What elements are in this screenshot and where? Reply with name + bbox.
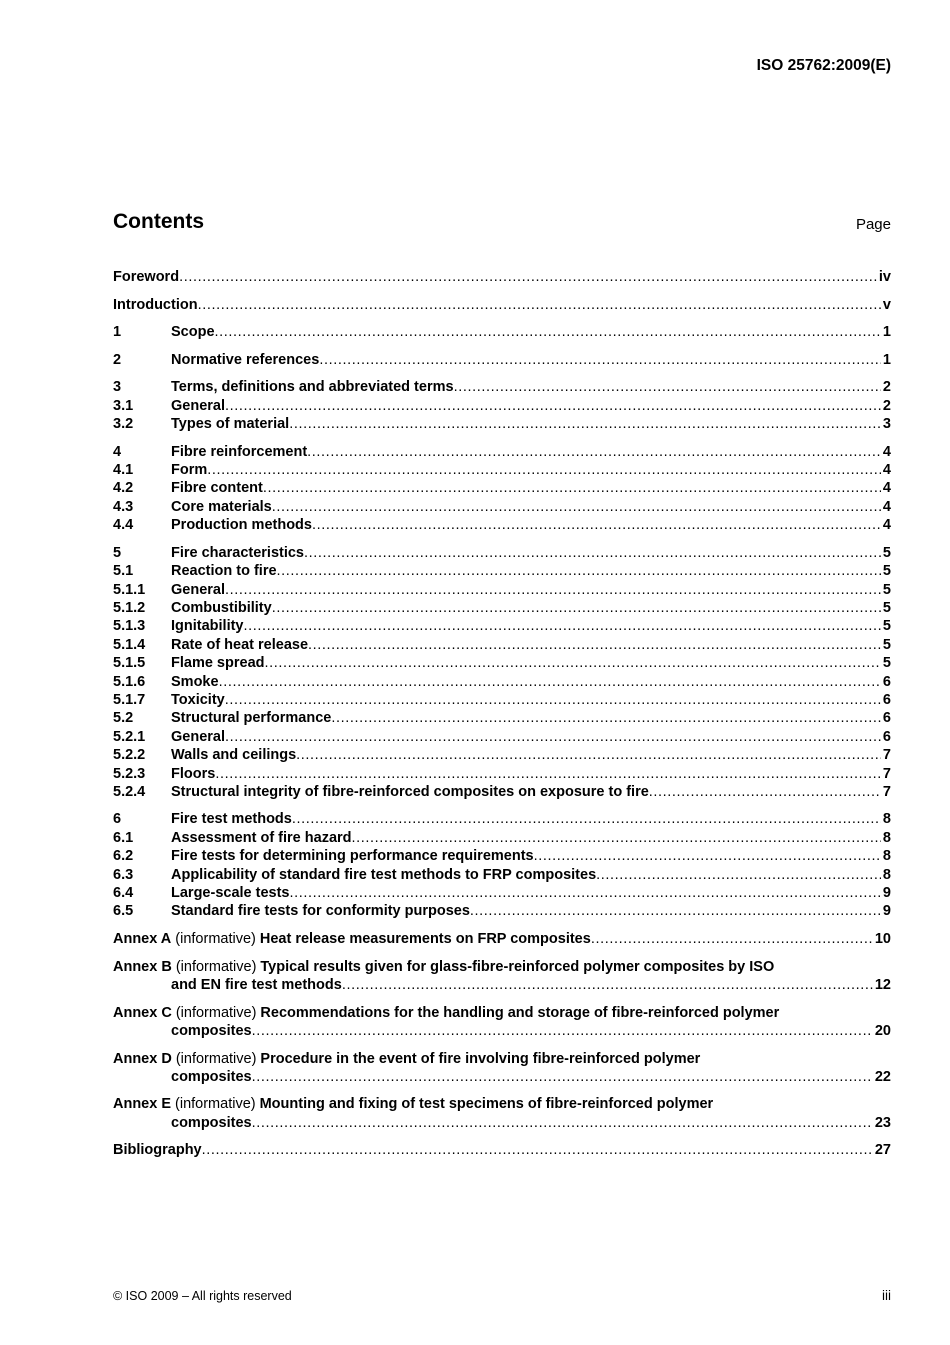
- section-title: Fire characteristics: [171, 544, 304, 561]
- section-number: 4.4: [113, 517, 134, 534]
- dot-leader: [470, 902, 881, 920]
- table-of-contents: [113, 268, 891, 1169]
- section-title: Ignitability: [171, 618, 244, 635]
- annex-title: Typical results given for glass-fibre-reinforced polymer composites by ISO: [260, 958, 775, 975]
- section-page: 8: [882, 811, 891, 828]
- section-page: 7: [882, 747, 891, 764]
- section-page: 5: [882, 544, 891, 561]
- toc-entry[interactable]: [113, 847, 891, 865]
- document-id: ISO 25762:2009(E): [756, 57, 891, 74]
- annex-label: Annex D: [113, 1050, 172, 1067]
- annex-page: 20: [874, 1022, 891, 1039]
- section-page: iv: [878, 269, 891, 285]
- annex-title: Heat release measurements on FRP composites: [259, 931, 591, 947]
- annex-type: (informative): [175, 1050, 257, 1067]
- toc-entry[interactable]: [113, 617, 891, 635]
- toc-line: [171, 378, 891, 396]
- toc-entry[interactable]: [113, 902, 891, 920]
- annex-title: Procedure in the event of fire involving fibre-reinforced polymer: [260, 1050, 701, 1067]
- toc-line: [171, 847, 891, 865]
- dot-leader: [277, 562, 881, 580]
- toc-entry: [113, 1141, 891, 1159]
- toc-line: [171, 544, 891, 562]
- dot-leader: [534, 847, 881, 865]
- section-number: 6.5: [113, 903, 134, 920]
- toc-group: [113, 323, 891, 341]
- section-title: Scope: [171, 324, 215, 341]
- toc-line: [171, 1022, 891, 1040]
- dot-leader: [292, 810, 881, 828]
- toc-entry[interactable]: [113, 866, 891, 884]
- dot-leader: [307, 443, 881, 461]
- dot-leader: [252, 1068, 873, 1086]
- annex-title-cont: and EN fire test methods: [171, 976, 342, 993]
- section-number: 3.2: [113, 416, 134, 433]
- section-number: 4.1: [113, 462, 134, 479]
- toc-line: [171, 1068, 891, 1086]
- dot-leader: [304, 544, 881, 562]
- dot-leader: [244, 617, 881, 635]
- section-title: Fire test methods: [171, 811, 292, 828]
- section-number: 1: [113, 324, 122, 341]
- page-title: Contents: [113, 210, 204, 233]
- annex-entry[interactable]: [113, 1050, 891, 1087]
- toc-line: [171, 728, 891, 746]
- section-number: 3: [113, 379, 122, 396]
- annex-line-2: [113, 1068, 891, 1086]
- section-page: v: [882, 296, 891, 313]
- dot-leader: [308, 636, 881, 654]
- section-title: Flame spread: [171, 655, 265, 672]
- section-number: 6.3: [113, 866, 134, 883]
- section-number: 5.1.3: [113, 618, 146, 635]
- dot-leader: [289, 415, 881, 433]
- toc-group: [113, 268, 891, 286]
- section-number: 5.2.2: [113, 747, 146, 764]
- toc-entry[interactable]: [113, 884, 891, 902]
- annex-line-1: [113, 1095, 891, 1113]
- toc-line: [171, 976, 891, 994]
- dot-leader: [296, 746, 881, 764]
- section-number: 5.1: [113, 563, 134, 580]
- toc-entry[interactable]: [113, 765, 891, 783]
- toc-entry[interactable]: [113, 599, 891, 617]
- annex-page: 10: [874, 931, 891, 947]
- dot-leader: [454, 378, 881, 396]
- annex-title-cont: composites: [171, 1022, 252, 1039]
- toc-entry[interactable]: [113, 323, 891, 341]
- section-number: 5.1.6: [113, 673, 146, 690]
- section-page: 1: [882, 351, 891, 368]
- toc-line: [171, 691, 891, 709]
- annex-type: (informative): [175, 1004, 257, 1021]
- toc-entry[interactable]: [113, 654, 891, 672]
- section-title: Assessment of fire hazard: [171, 829, 352, 846]
- toc-line: [113, 268, 891, 286]
- toc-entry[interactable]: [113, 810, 891, 828]
- toc-entry[interactable]: [113, 479, 891, 497]
- toc-group: [113, 443, 891, 535]
- dot-leader: [272, 599, 881, 617]
- annex-line-1: [113, 958, 891, 976]
- toc-line: [171, 617, 891, 635]
- toc-line: [171, 810, 891, 828]
- toc-line: [171, 709, 891, 727]
- section-number: 5.1.4: [113, 636, 146, 653]
- section-title: Structural performance: [171, 710, 332, 727]
- section-page: 5: [882, 581, 891, 598]
- annex-type: (informative): [175, 1096, 256, 1113]
- annex-line-2: [113, 1114, 891, 1132]
- toc-group: [113, 296, 891, 314]
- toc-group: [113, 378, 891, 433]
- dot-leader: [342, 976, 873, 994]
- page-number: iii: [882, 1288, 891, 1303]
- dot-leader: [319, 351, 881, 369]
- section-page: 5: [882, 618, 891, 635]
- section-number: 3.1: [113, 397, 134, 414]
- toc-line: [171, 461, 891, 479]
- section-page: 9: [882, 903, 891, 920]
- toc-line: [171, 829, 891, 847]
- copyright-notice: © ISO 2009 – All rights reserved: [113, 1289, 292, 1303]
- section-number: 6.2: [113, 848, 134, 865]
- annex-line-1: [113, 1050, 891, 1068]
- section-number: 5.1.7: [113, 691, 146, 708]
- section-title: Reaction to fire: [171, 563, 277, 580]
- dot-leader: [252, 1114, 873, 1132]
- bibliography-entry[interactable]: [113, 1141, 891, 1159]
- bibliography-page: 27: [874, 1142, 891, 1159]
- section-number: 5.1.5: [113, 655, 146, 672]
- section-title: Introduction: [113, 296, 198, 313]
- dot-leader: [225, 397, 881, 415]
- section-page: 5: [882, 599, 891, 616]
- section-page: 8: [882, 848, 891, 865]
- annex-entry[interactable]: [113, 1095, 891, 1132]
- section-page: 6: [882, 691, 891, 708]
- toc-line: [171, 673, 891, 691]
- toc-line: [113, 296, 891, 314]
- section-title: Toxicity: [171, 691, 225, 708]
- dot-leader: [225, 581, 881, 599]
- toc-entry[interactable]: [113, 728, 891, 746]
- toc-line: [171, 443, 891, 461]
- section-title: Floors: [171, 765, 216, 782]
- section-number: 6: [113, 811, 122, 828]
- section-page: 4: [882, 480, 891, 497]
- dot-leader: [225, 728, 881, 746]
- toc-line: [171, 479, 891, 497]
- toc-entry[interactable]: [113, 498, 891, 516]
- annex-type: (informative): [175, 931, 256, 947]
- annex-type: (informative): [175, 958, 257, 975]
- toc-group: [113, 544, 891, 801]
- toc-entry[interactable]: [113, 636, 891, 654]
- dot-leader: [207, 461, 881, 479]
- toc-entry[interactable]: [113, 673, 891, 691]
- section-number: 6.1: [113, 829, 134, 846]
- toc-line: [171, 581, 891, 599]
- toc-entry[interactable]: [113, 691, 891, 709]
- toc-entry[interactable]: [113, 544, 891, 562]
- dot-leader: [596, 866, 881, 884]
- section-page: 6: [882, 728, 891, 745]
- toc-line: [171, 636, 891, 654]
- section-page: 6: [882, 710, 891, 727]
- dot-leader: [219, 673, 881, 691]
- toc-entry[interactable]: [113, 829, 891, 847]
- toc-entry[interactable]: [113, 351, 891, 369]
- toc-line: [171, 902, 891, 920]
- section-title: Fire tests for determining performance requirements: [171, 848, 534, 865]
- annex-line-1: [113, 1004, 891, 1022]
- toc-group: [113, 351, 891, 369]
- toc-line: [171, 351, 891, 369]
- section-number: 5.2: [113, 710, 134, 727]
- toc-entry[interactable]: [113, 443, 891, 461]
- toc-line: [171, 765, 891, 783]
- dot-leader: [272, 498, 881, 516]
- dot-leader: [312, 516, 881, 534]
- section-number: 4: [113, 443, 122, 460]
- toc-entry[interactable]: [113, 746, 891, 764]
- toc-line: [171, 498, 891, 516]
- dot-leader: [649, 783, 881, 801]
- section-title: Foreword: [113, 269, 180, 285]
- annex-page: 22: [874, 1068, 891, 1085]
- annex-label: Annex B: [113, 958, 172, 975]
- annex-title-cont: composites: [171, 1068, 252, 1085]
- section-title: General: [171, 581, 225, 598]
- dot-leader: [265, 654, 881, 672]
- section-title: General: [171, 728, 225, 745]
- annex-line-2: [113, 976, 891, 994]
- section-title: Smoke: [171, 673, 219, 690]
- toc-entry[interactable]: [113, 516, 891, 534]
- section-page: 5: [882, 655, 891, 672]
- section-title: Types of material: [171, 416, 290, 433]
- section-page: 3: [882, 416, 891, 433]
- section-page: 5: [882, 563, 891, 580]
- section-number: 4.3: [113, 498, 134, 515]
- toc-entry[interactable]: [113, 397, 891, 415]
- section-page: 8: [882, 866, 891, 883]
- annex-title: Mounting and fixing of test specimens of fibre-reinforced polymer: [259, 1096, 714, 1113]
- bibliography-title: Bibliography: [113, 1142, 202, 1159]
- dot-leader: [225, 691, 881, 709]
- toc-line: [171, 562, 891, 580]
- dot-leader: [263, 479, 881, 497]
- toc-line: [171, 397, 891, 415]
- section-number: 4.2: [113, 480, 134, 497]
- section-page: 4: [882, 462, 891, 479]
- dot-leader: [179, 268, 877, 286]
- section-number: 5.2.3: [113, 765, 146, 782]
- annex-entry[interactable]: [113, 930, 891, 948]
- section-title: Fibre content: [171, 480, 263, 497]
- toc-entry[interactable]: [113, 581, 891, 599]
- toc-entry[interactable]: [113, 296, 891, 314]
- dot-leader: [252, 1022, 873, 1040]
- toc-line: [171, 516, 891, 534]
- annex-title: Recommendations for the handling and storage of fibre-reinforced polymer: [260, 1004, 780, 1021]
- toc-entry[interactable]: [113, 461, 891, 479]
- dot-leader: [215, 765, 881, 783]
- toc-line: [171, 1114, 891, 1132]
- dot-leader: [289, 884, 880, 902]
- toc-line: [171, 599, 891, 617]
- section-page: 9: [882, 885, 891, 902]
- section-page: 5: [882, 636, 891, 653]
- section-title: Combustibility: [171, 599, 272, 616]
- annex-label: Annex C: [113, 1004, 172, 1021]
- section-page: 1: [882, 324, 891, 341]
- page-column-label: Page: [855, 216, 891, 233]
- section-page: 2: [882, 379, 891, 396]
- toc-line: [171, 884, 891, 902]
- section-page: 4: [882, 517, 891, 534]
- annex-label: Annex E: [113, 1096, 172, 1113]
- section-title: Core materials: [171, 498, 272, 515]
- annex-page: 23: [874, 1114, 891, 1131]
- section-number: 5.1.1: [113, 581, 146, 598]
- toc-line: [171, 783, 891, 801]
- annex-title-cont: composites: [171, 1114, 252, 1131]
- dot-leader: [215, 323, 881, 341]
- toc-line: [113, 1141, 891, 1159]
- section-title: Normative references: [171, 351, 320, 368]
- section-page: 4: [882, 443, 891, 460]
- annex-label: Annex A: [113, 931, 172, 947]
- section-page: 8: [882, 829, 891, 846]
- toc-line: [171, 415, 891, 433]
- section-number: 6.4: [113, 885, 134, 902]
- section-page: 7: [882, 765, 891, 782]
- section-page: 7: [882, 783, 891, 800]
- toc-line: [260, 930, 891, 948]
- toc-entry[interactable]: [113, 378, 891, 396]
- toc-line: [171, 866, 891, 884]
- section-title: Fibre reinforcement: [171, 443, 308, 460]
- dot-leader: [591, 930, 873, 948]
- dot-leader: [331, 709, 881, 727]
- section-title: Form: [171, 462, 208, 479]
- section-page: 4: [882, 498, 891, 515]
- section-page: 6: [882, 673, 891, 690]
- annex-page: 12: [874, 976, 891, 993]
- annex-line-1: [113, 930, 891, 948]
- toc-entry[interactable]: [113, 415, 891, 433]
- section-title: Applicability of standard fire test methods to FRP composites: [171, 866, 597, 883]
- section-title: Large-scale tests: [171, 885, 290, 902]
- section-title: General: [171, 397, 225, 414]
- section-number: 2: [113, 351, 122, 368]
- section-number: 5.1.2: [113, 599, 146, 616]
- annex-entry[interactable]: [113, 958, 891, 995]
- annex-entry[interactable]: [113, 1004, 891, 1041]
- section-title: Terms, definitions and abbreviated terms: [171, 379, 454, 396]
- toc-entry[interactable]: [113, 783, 891, 801]
- dot-leader: [352, 829, 881, 847]
- toc-line: [171, 746, 891, 764]
- dot-leader: [202, 1141, 873, 1159]
- toc-entry[interactable]: [113, 562, 891, 580]
- section-page: 2: [882, 397, 891, 414]
- toc-line: [171, 323, 891, 341]
- section-number: 5.2.4: [113, 783, 146, 800]
- toc-entry[interactable]: [113, 268, 891, 286]
- section-title: Structural integrity of fibre-reinforced composites on exposure to fire: [171, 783, 649, 800]
- toc-entry[interactable]: [113, 709, 891, 727]
- toc-group: [113, 810, 891, 920]
- section-title: Walls and ceilings: [171, 747, 297, 764]
- annex-line-2: [113, 1022, 891, 1040]
- dot-leader: [198, 296, 881, 314]
- section-number: 5: [113, 544, 122, 561]
- section-number: 5.2.1: [113, 728, 146, 745]
- section-title: Rate of heat release: [171, 636, 309, 653]
- toc-line: [171, 654, 891, 672]
- section-title: Standard fire tests for conformity purposes: [171, 903, 470, 920]
- section-title: Production methods: [171, 517, 312, 534]
